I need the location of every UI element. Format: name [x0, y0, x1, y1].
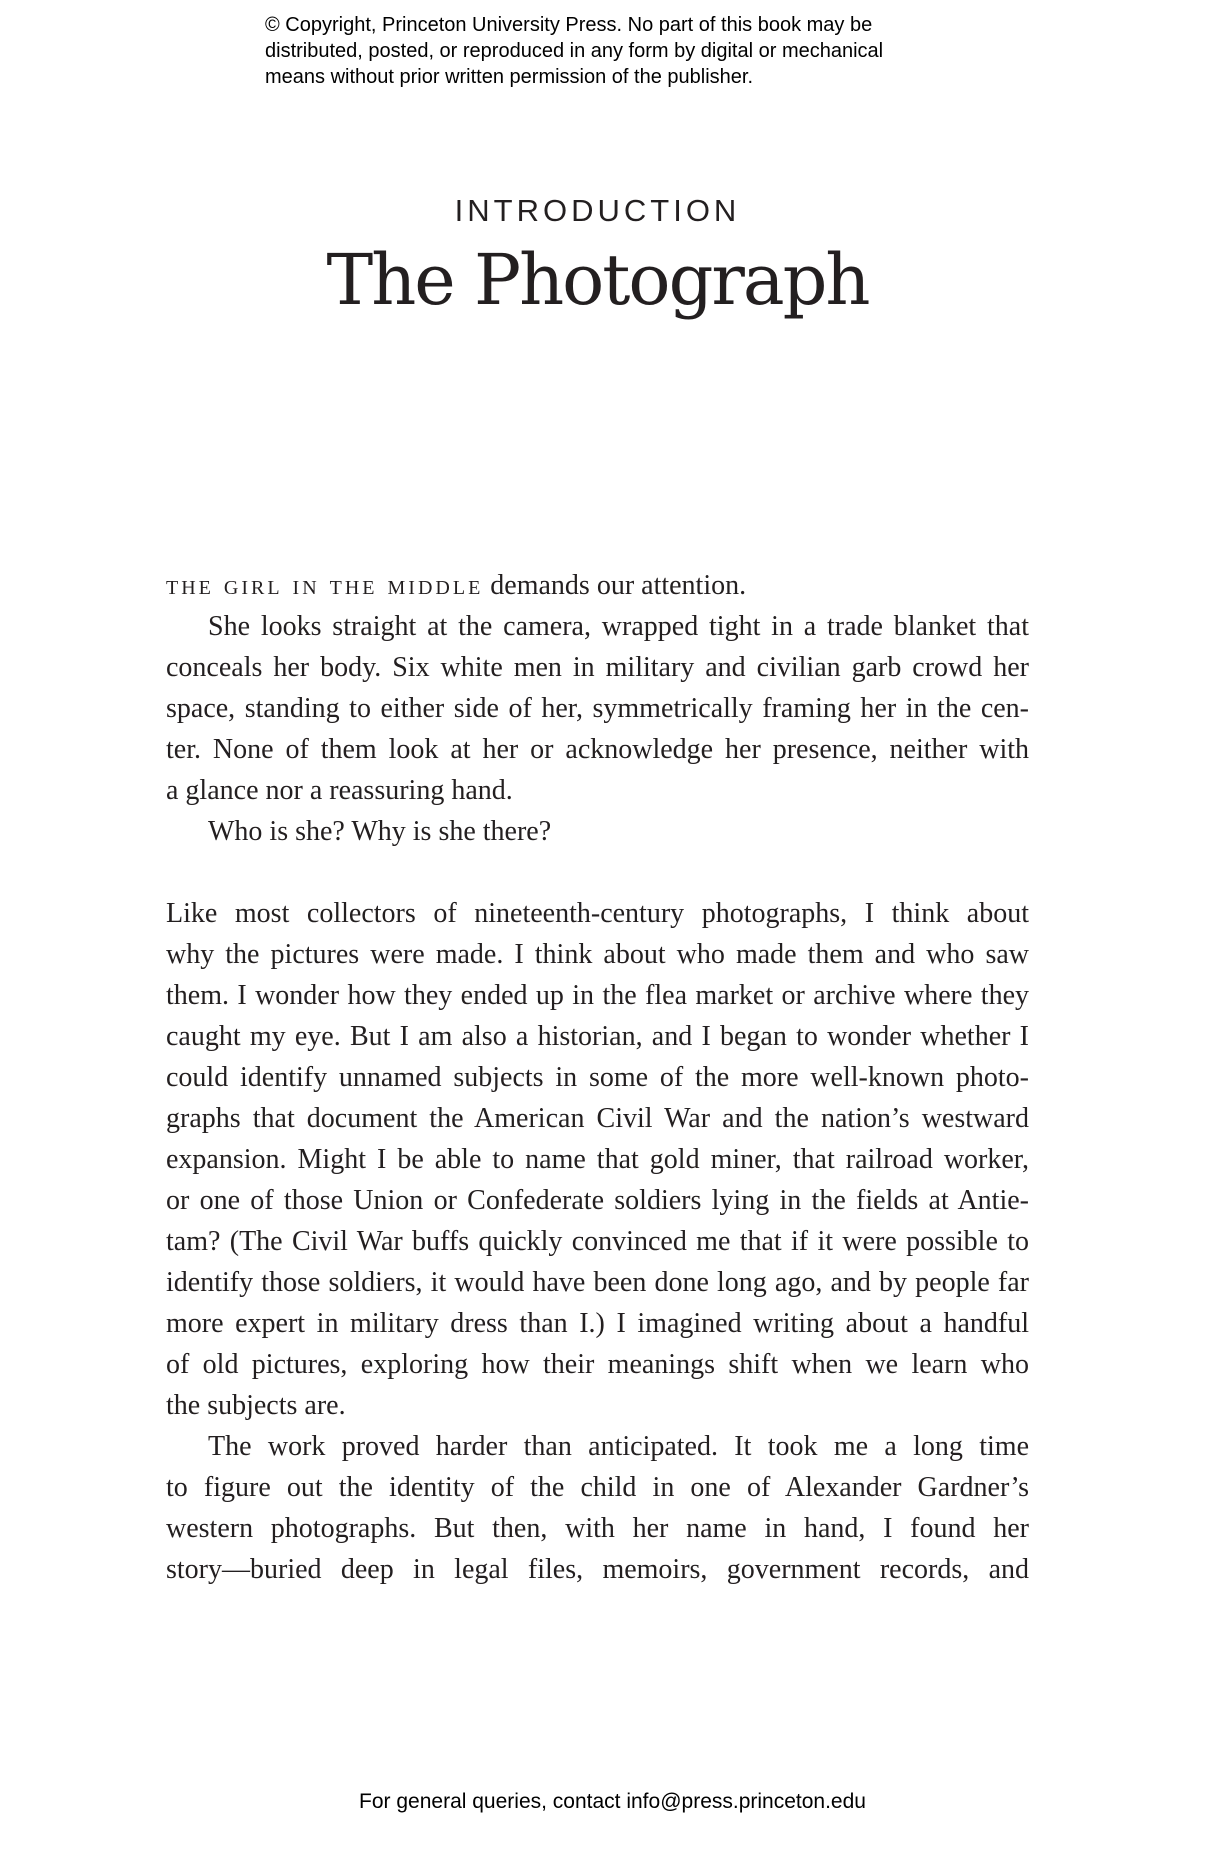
copyright-line: © Copyright, Princeton University Press. No part of this book may be — [265, 14, 873, 36]
paragraph-line: identify those soldiers, it would have been done long ago, and by people far — [166, 1267, 1029, 1298]
paragraph-line: them. I wonder how they ended up in the flea market or archive where they — [166, 980, 1029, 1011]
opening-rest: demands our attention. — [483, 570, 747, 601]
footer-contact: For general queries, contact info@press.princeton.edu — [359, 1790, 866, 1813]
paragraph-line: Who is she? Why is she there? — [208, 816, 552, 847]
paragraph-line: more expert in military dress than I.) I imagined writing about a handful — [166, 1308, 1029, 1339]
paragraph-line: to figure out the identity of the child in one of Alexander Gardner’s — [166, 1472, 1029, 1503]
opening-smallcaps: the girl in the middle — [166, 570, 484, 601]
paragraph-line: space, standing to either side of her, symmetrically framing her in the cen- — [166, 693, 1029, 724]
paragraph-line: western photographs. But then, with her name in hand, I found her — [166, 1513, 1029, 1544]
chapter-title: The Photograph — [326, 239, 869, 321]
paragraph-line: ter. None of them look at her or acknowledge her presence, neither with — [166, 734, 1029, 765]
paragraph-line: story—buried deep in legal files, memoirs, government records, and — [166, 1554, 1029, 1585]
paragraph-line: why the pictures were made. I think about who made them and who saw — [166, 939, 1029, 970]
paragraph-line: conceals her body. Six white men in military and civilian garb crowd her — [166, 652, 1029, 683]
paragraph-line: expansion. Might I be able to name that gold miner, that railroad worker, — [166, 1144, 1029, 1175]
paragraph-line: She looks straight at the camera, wrapped tight in a trade blanket that — [208, 611, 1029, 642]
opening-line — [166, 565, 746, 606]
chapter-label: INTRODUCTION — [454, 193, 741, 228]
paragraph-line: of old pictures, exploring how their meanings shift when we learn who — [166, 1349, 1029, 1380]
copyright-line: means without prior written permission of the publisher. — [265, 66, 754, 88]
paragraph-line: tam? (The Civil War buffs quickly convinced me that if it were possible to — [166, 1226, 1029, 1257]
paragraph-line: or one of those Union or Confederate soldiers lying in the fields at Antie- — [166, 1185, 1029, 1216]
paragraph-line: could identify unnamed subjects in some of the more well-known photo- — [166, 1062, 1029, 1093]
paragraph-line: The work proved harder than anticipated. It took me a long time — [208, 1431, 1029, 1462]
paragraph-line: caught my eye. But I am also a historian, and I began to wonder whether I — [166, 1021, 1029, 1052]
paragraph-line: Like most collectors of nineteenth-century photographs, I think about — [166, 898, 1029, 929]
copyright-line: distributed, posted, or reproduced in any form by digital or mechanical — [265, 40, 884, 62]
paragraph-line: the subjects are. — [166, 1390, 346, 1421]
paragraph-line: a glance nor a reassuring hand. — [166, 775, 513, 806]
copyright-notice — [265, 12, 985, 90]
paragraph-line: graphs that document the American Civil War and the nation’s westward — [166, 1103, 1029, 1134]
